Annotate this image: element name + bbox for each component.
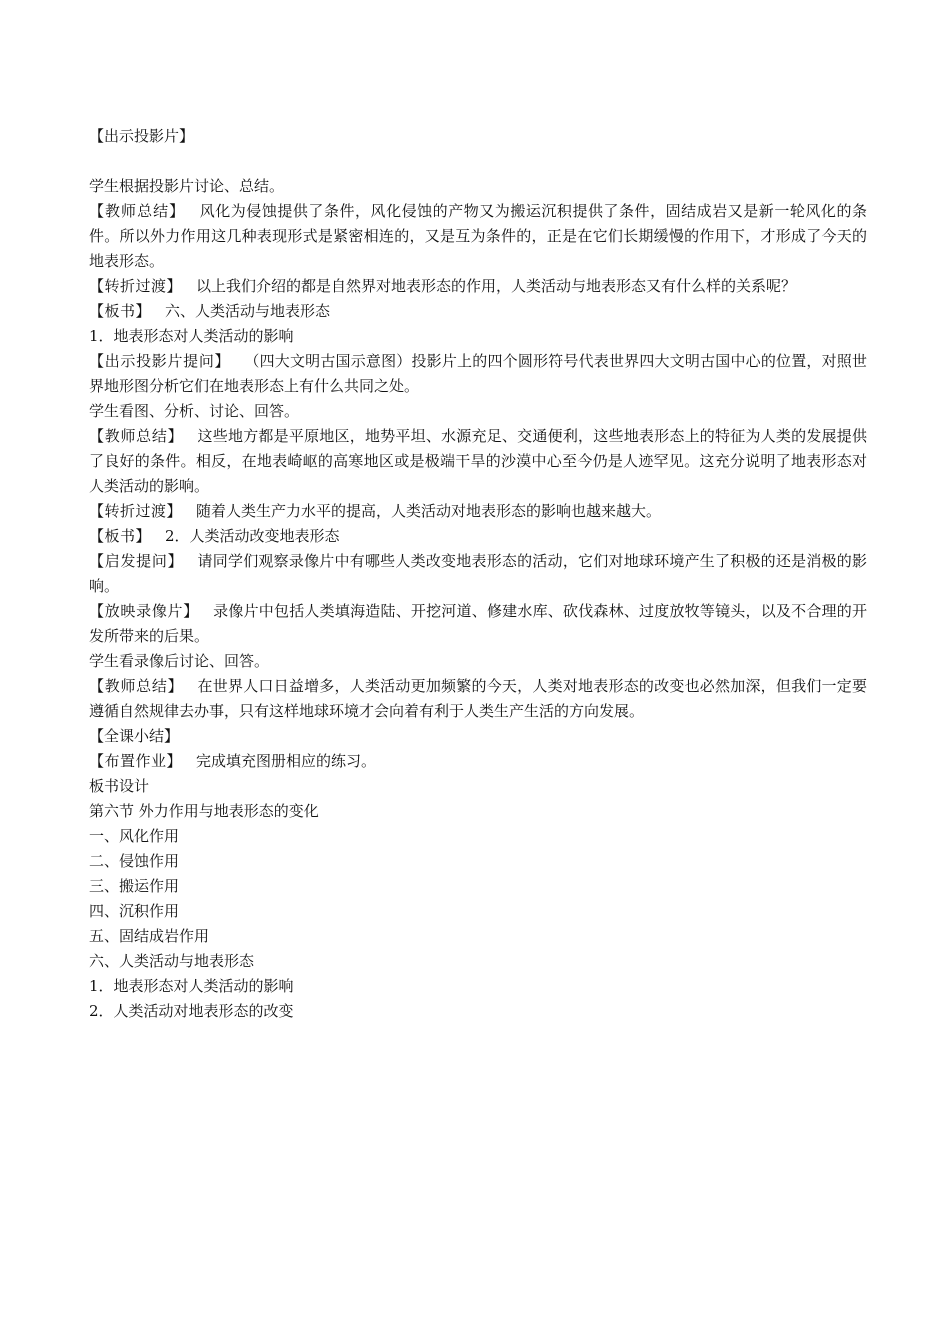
paragraph-label: 【启发提问】: [89, 552, 184, 570]
outline-item: 三、搬运作用: [89, 877, 180, 895]
outline-item: 四、沉积作用: [89, 902, 180, 920]
paragraph-homework: [89, 749, 867, 774]
paragraph-transition-1: [89, 274, 867, 299]
outline-item: 六、人类活动与地表形态: [89, 952, 255, 970]
paragraph-label: 【教师总结】: [89, 427, 184, 445]
paragraph-text: 2．人类活动改变地表形态: [165, 527, 340, 545]
paragraph-text: 这些地方都是平原地区，地势平坦、水源充足、交通便利，这些地表形态上的特征为人类的发展提供了良好的条件。相反，在地表崎岖的高寒地区或是极端干旱的沙漠中心至今仍是人迹罕见。这充分说明了地表形态对人类活动的影响。: [89, 427, 867, 495]
projection-heading: 【出示投影片】: [89, 127, 195, 145]
paragraph-text: 风化为侵蚀提供了条件，风化侵蚀的产物又为搬运沉积提供了条件，固结成岩又是新一轮风化的条件。所以外力作用这几种表现形式是紧密相连的，又是互为条件的，正是在它们长期缓慢的作用下，才形成了今天的地表形态。: [89, 202, 867, 270]
paragraph-text: 随着人类生产力水平的提高，人类活动对地表形态的影响也越来越大。: [196, 502, 662, 520]
paragraph-label: 【教师总结】: [89, 202, 186, 220]
paragraph-teacher-summary-3: [89, 674, 867, 724]
outline-item: 五、固结成岩作用: [89, 927, 210, 945]
paragraph-student-discussion: 学生根据投影片讨论、总结。: [89, 177, 285, 195]
paragraph-text: （四大文明古国示意图）投影片上的四个圆形符号代表世界四大文明古国中心的位置，对照世界地形图分析它们在地表形态上有什么共同之处。: [89, 352, 867, 395]
paragraph-text: 完成填充图册相应的练习。: [196, 752, 377, 770]
paragraph-text: 请同学们观察录像片中有哪些人类改变地表形态的活动，它们对地球环境产生了积极的还是消极的影响。: [89, 552, 867, 595]
section-title: 第六节 外力作用与地表形态的变化: [89, 802, 319, 820]
paragraph-projection-question: [89, 349, 867, 399]
paragraph-label: 【转折过渡】: [89, 502, 183, 520]
paragraph-student-analysis: 学生看图、分析、讨论、回答。: [89, 402, 300, 420]
outline-item: 一、风化作用: [89, 827, 180, 845]
outline-item: 二、侵蚀作用: [89, 852, 180, 870]
paragraph-inspire-question: [89, 549, 867, 599]
paragraph-text: 录像片中包括人类填海造陆、开挖河道、修建水库、砍伐森林、过度放牧等镜头，以及不合理的开发所带来的后果。: [89, 602, 867, 645]
board-design-title: 板书设计: [89, 777, 150, 795]
paragraph-board-1: [89, 299, 867, 324]
paragraph-student-video-discussion: 学生看录像后讨论、回答。: [89, 652, 270, 670]
paragraph-lesson-summary: 【全课小结】: [89, 727, 180, 745]
blank-line: [89, 149, 867, 174]
paragraph-text: 在世界人口日益增多，人类活动更加频繁的今天，人类对地表形态的改变也必然加深，但我们一定要遵循自然规律去办事，只有这样地球环境才会向着有利于人类生产生活的方向发展。: [89, 677, 867, 720]
outline-item: 1．地表形态对人类活动的影响: [89, 977, 294, 995]
document-body: [89, 124, 867, 1024]
paragraph-label: 【教师总结】: [89, 677, 184, 695]
paragraph-teacher-summary-2: [89, 424, 867, 499]
outline-item: 2．人类活动对地表形态的改变: [89, 1002, 294, 1020]
paragraph-board-2: [89, 524, 867, 549]
paragraph-label: 【板书】: [89, 527, 152, 545]
paragraph-subheading-1: 1．地表形态对人类活动的影响: [89, 327, 294, 345]
paragraph-label: 【转折过渡】: [89, 277, 183, 295]
paragraph-video: [89, 599, 867, 649]
paragraph-label: 【板书】: [89, 302, 152, 320]
paragraph-label: 【出示投影片提问】: [89, 352, 231, 370]
paragraph-transition-2: [89, 499, 867, 524]
paragraph-text: 以上我们介绍的都是自然界对地表形态的作用，人类活动与地表形态又有什么样的关系呢？: [196, 277, 797, 295]
paragraph-label: 【布置作业】: [89, 752, 183, 770]
paragraph-teacher-summary-1: [89, 199, 867, 274]
paragraph-text: 六、人类活动与地表形态: [165, 302, 331, 320]
paragraph-label: 【放映录像片】: [89, 602, 199, 620]
